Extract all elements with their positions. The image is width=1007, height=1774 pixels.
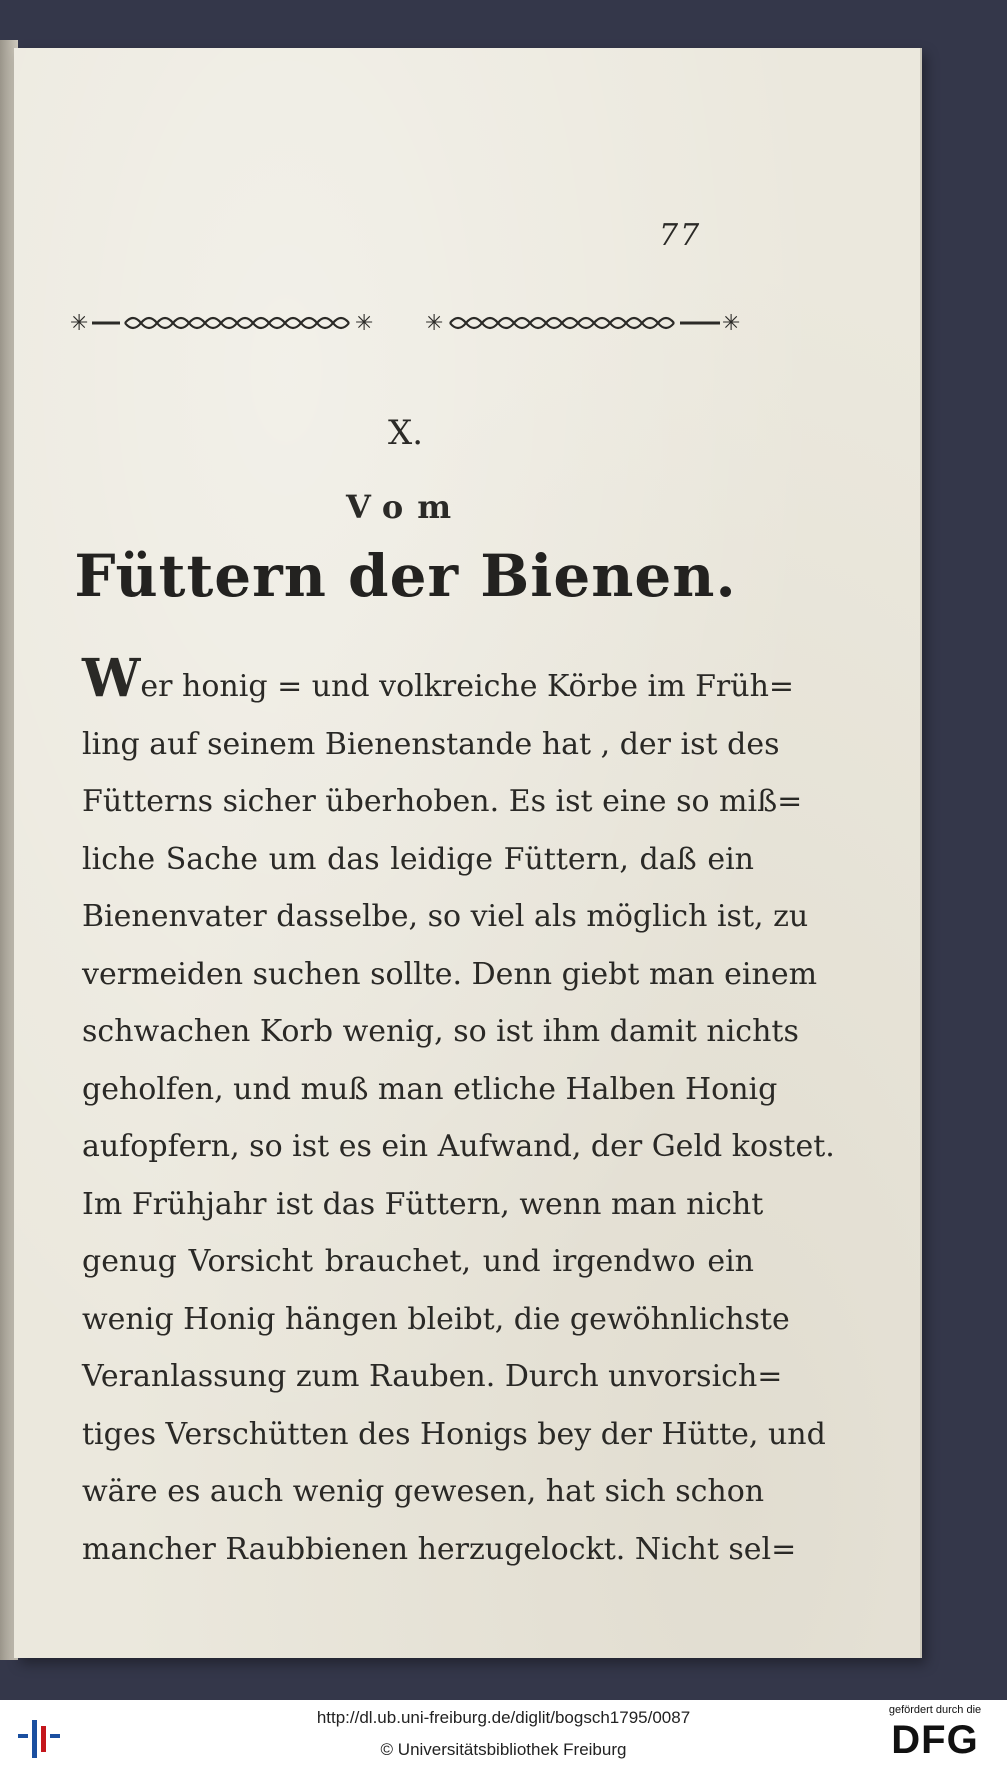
text-line: vermeiden suchen sollte. Denn giebt man einem [82, 956, 818, 992]
text-line: schwachen Korb wenig, so ist ihm damit nichts [82, 1014, 799, 1049]
text-line: Im Frühjahr ist das Füttern, wenn man nicht [82, 1186, 764, 1222]
copyright-text: © Universitätsbibliothek Freiburg [380, 1740, 627, 1759]
body-text [82, 648, 835, 1578]
svg-text:✳: ✳ [355, 311, 374, 336]
svg-text:✳: ✳ [722, 311, 741, 336]
text-line: Veranlassung zum Rauben. Durch unvorsich= [82, 1359, 783, 1394]
text-line: geholfen, und muß man etliche Halben Honig [82, 1071, 778, 1107]
svg-text:✳: ✳ [70, 311, 89, 336]
text-line: Wer honig = und volkreiche Körbe im Früh= [82, 648, 795, 709]
decorative-rule [70, 308, 746, 338]
dfg-logo: DFG [891, 1718, 979, 1762]
text-line: liche Sache um das leidige Füttern, daß ein [82, 841, 754, 877]
svg-text:✳: ✳ [425, 311, 444, 336]
text-line: tiges Verschütten des Honigs bey der Hütte, und [82, 1416, 826, 1452]
page-number: 77 [659, 218, 702, 253]
text-line: aufopfern, so ist es ein Aufwand, der Geld kostet. [82, 1129, 835, 1164]
footer-bar [0, 1700, 1007, 1774]
funded-by-text: gefördert durch die [888, 1704, 982, 1716]
text-line: ling auf seinem Bienenstande hat , der ist des [82, 726, 780, 762]
text-line: wäre es auch wenig gewesen, hat sich schon [82, 1474, 765, 1509]
chapter-number: X. [387, 413, 423, 453]
drop-cap: W [82, 648, 141, 709]
text-line: wenig Honig hängen bleibt, die gewöhnlichste [82, 1301, 790, 1337]
text-line: Bienenvater dasselbe, so viel als möglich ist, zu [82, 899, 809, 934]
chapter-title: Füttern der Bienen. [74, 542, 737, 610]
chapter-prefix: Vom [345, 488, 466, 526]
source-url-link[interactable]: http://dl.ub.uni-freiburg.de/diglit/bogsch1795/0087 [316, 1708, 691, 1727]
text-line: Fütterns sicher überhoben. Es ist eine so miß= [82, 784, 803, 819]
text-line: genug Vorsicht brauchet, und irgendwo ein [82, 1244, 754, 1279]
text-line: mancher Raubbienen herzugelockt. Nicht sel= [82, 1531, 797, 1567]
book-page [14, 48, 920, 1658]
